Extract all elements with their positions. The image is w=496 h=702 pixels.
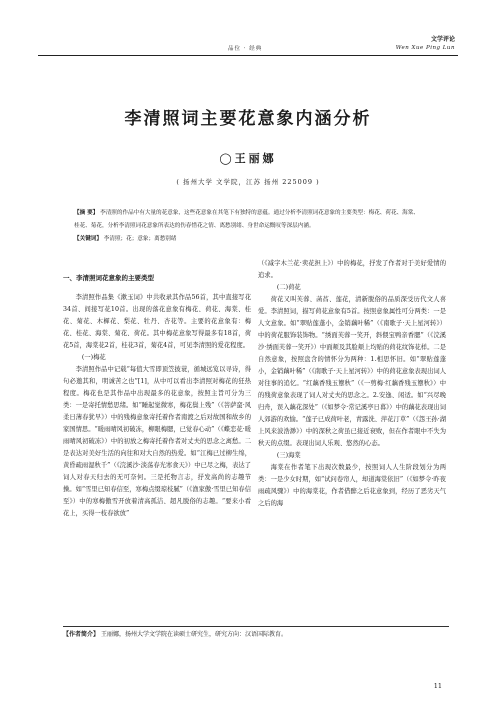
header-rule [38, 55, 458, 56]
abstract-text: 李清照的作品中有大量的花意象，这些花意象在其笔下有独特的意蕴。通过分析李清照词花意象的主要类型：梅花、荷花、海棠、桂花、菊花，分析李清照词花意象所表达的伤春惜花之情、离愁别绪、身世命运慨叹等深层内涵。 [74, 210, 419, 229]
author-affiliation: ( 扬州大学 文学院，江苏 扬州 225009 ) [176, 178, 320, 186]
keywords-label: 【关键词】 [74, 236, 102, 242]
journal-name-en: Wen Xue Ping Lun [395, 45, 455, 51]
author-bio-text: 王丽娜，扬州大学文学院在读硕士研究生，研究方向：汉语国际教育。 [100, 631, 287, 638]
keywords [74, 233, 424, 246]
body-paragraph: 李清照作品中记载“每值大雪即顶笠披蓑，循城远览以寻诗，得句必邀其和，明诚苦之也”[1]，从中可以看出李清照对梅花的狂热程度。梅花也是其作品中出现最多的花意象，按照主旨可分为三类：一是寄托情愁思绪。如“睡起觉微寒，梅花鬓上残”（《菩萨蛮·风柔日薄春犹早》）中的残梅意象寄托着作者南渡之后对故国和故乡的家国情思。“暖雨晴风初破冻，柳眼梅腮，已觉春心动”（《蝶恋花·暖雨晴风初破冻》）中的初放之梅寄托着作者对丈夫的思念之离愁。二是表达对美好生活的向往和对大自然的热爱。如“江梅已过柳生绵，黄昏疏雨湿秋千”（《浣溪沙·淡荡春光寒食天》）中已尽之梅，表达了词人对春天归去的无可奈何。三是托物言志，抒发高尚的志趣节操。如“雪里已知春信至，寒梅点缀琼枝腻”（《渔家傲·雪里已知春信至》）中的寒梅傲雪开放着清高孤洁、超凡脱俗的志趣。“要来小看花上，买得一枝春欲放” [63, 366, 251, 517]
author-bio [63, 630, 449, 640]
author-bio-label: 【作者简介】 [63, 631, 100, 638]
author-name: ◯王丽娜 [219, 152, 277, 165]
bio-rule [63, 626, 449, 627]
paper-title: 李清照词主要花意象内涵分析 [124, 109, 372, 129]
body-paragraph: 荷花又叫芙蓉、菡萏、莲花，清新脱俗的品质深受历代文人喜爱。李清照词，描写荷花意象有5首。按照意象属性可分两类：一是人文意象。如“翠贴莲蓬小，金销藕叶稀”（《南歌子·天上星河转》）中的荷花服饰装饰物。“绣面芙蓉一笑开，斜偎宝鸭亲香腮”（《浣溪沙·绣面芙蓉一笑开》）中面颊及其脸颊上均贴的荷花纹饰花样。二是自然意象，按照盘含的情怀分为两种：1.相思怀旧。如“翠贴莲蓬小，金销藕叶稀”（《南歌子·天上星河转》）中的荷花意象表现出词人对往事的追忆。“红藕香残玉簟秋”（《一剪梅·红藕香残玉簟秋》）中的残荷意象表现了词人对丈夫的思念之。2.安逸、闲适。如“兴尽晚归舟，误入藕花深处”（《如梦令·常记溪亭日暮》）中的藕花表现出词人郊游的欢愉。“莲子已成荷叶老，青露洗、萍花汀草”（《怨王孙·湖上风来波浩渺》）中的深秋之荷虽已接近衰败，但在作者眼中不失为秋天的点缀。表现出词人乐观、悠然的心态。 [258, 296, 446, 447]
body-column-right [258, 258, 446, 510]
page-number: 11 [433, 682, 442, 690]
running-header-journal [396, 34, 455, 51]
abstract-block [74, 207, 424, 246]
keywords-text: 李清照；花；意象；离愁别绪 [103, 236, 177, 242]
body-column-left [63, 258, 251, 520]
journal-name-cn: 文学评论 [430, 36, 455, 43]
abstract [74, 207, 424, 233]
subsection-heading: (二)荷花 [276, 284, 301, 291]
body-paragraph: 李清照作品集《漱玉词》中共收录其作品56首，其中直接写花34首、间接写花10首。出现的落花意象有梅花、荷花、海棠、桂花、菊花、木樨花、梨花、牡丹、杏花等。主要的花意象有：梅花、桂花、海棠、菊花、荷花。其中梅花意象写得最多有18首，荷花5首，海棠花2首，桂花3首，菊花4首，可见李清照的爱花程度。 [63, 294, 251, 349]
abstract-label: 【摘 要】 [74, 210, 99, 216]
body-paragraph: （《减字木兰花·卖花担上》）中的梅花，抒发了作者对于美好爱情的追求。 [258, 260, 446, 279]
running-header-section: 品位 · 经典 [228, 46, 263, 52]
subsection-heading: (一)梅花 [81, 354, 106, 361]
body-paragraph: 海棠在作者笔下出现次数最少，按照词人人生阶段划分为两类：一是少女时期，如“试问卷帘人，却道海棠依旧”（《如梦令·昨夜雨疏风骤》）中的海棠花，作者借醉之后花意象到，经历了恶劣天气之后的海 [258, 464, 446, 507]
subsection-heading: (三)海棠 [276, 452, 301, 459]
section-heading: 一、李清照词花意象的主要类型 [63, 274, 154, 282]
